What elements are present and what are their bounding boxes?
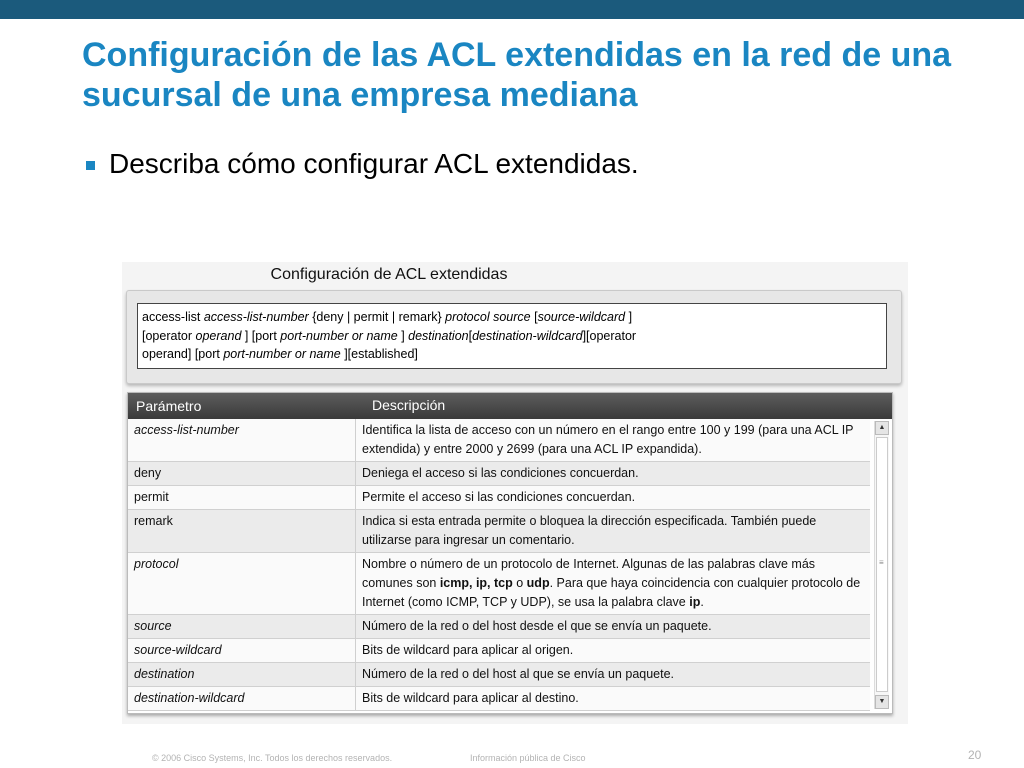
param-cell: deny: [128, 462, 356, 485]
description-segment: .: [700, 595, 704, 609]
syntax-line-2: [142, 327, 886, 346]
param-cell: source: [128, 615, 356, 638]
syntax-panel: [126, 290, 902, 384]
description-segment: Nombre o número de un protocolo de Internet. Algunas de las palabras clave más comunes son: [362, 557, 816, 590]
param-cell: protocol: [128, 553, 356, 614]
square-bullet-icon: [86, 161, 95, 170]
syntax-line-1: [142, 308, 886, 327]
description-cell: [356, 510, 870, 552]
table-row: [128, 639, 870, 663]
table-row: [128, 663, 870, 687]
description-segment: Permite el acceso si las condiciones concuerdan.: [362, 490, 636, 504]
scrollbar[interactable]: [874, 421, 889, 709]
description-cell: [356, 419, 870, 461]
table-row: [128, 462, 870, 486]
syntax-segment: port-number or name: [223, 347, 341, 361]
description-segment: Deniega el acceso si las condiciones concuerdan.: [362, 466, 639, 480]
param-cell: destination: [128, 663, 356, 686]
scroll-down-icon[interactable]: ▼: [875, 695, 889, 709]
syntax-segment: {deny | permit | remark}: [308, 310, 446, 324]
description-segment: Identifica la lista de acceso con un número en el rango entre 100 y 199 (para una ACL IP extendida) y entre 2000 y 2699 (para una ACL IP expandida).: [362, 423, 854, 456]
description-segment: Indica si esta entrada permite o bloquea la dirección especificada. También puede utilizarse para ingresar un comentario.: [362, 514, 817, 547]
description-segment: icmp, ip, tcp: [439, 576, 513, 590]
syntax-segment: port-number or name: [280, 328, 398, 343]
syntax-segment: access-list-number: [203, 310, 309, 324]
syntax-segment: operand] [port: [142, 347, 224, 361]
description-segment: o: [512, 576, 527, 590]
param-cell: permit: [128, 486, 356, 509]
acl-figure: [122, 262, 908, 724]
param-cell: access-list-number: [128, 419, 356, 461]
syntax-segment: source-wildcard: [537, 310, 626, 324]
syntax-segment: operand: [195, 328, 242, 343]
description-segment: . Para que haya coincidencia con cualquier protocolo de Internet (como ICMP, TCP y UDP), se usa la palabra clave: [362, 576, 861, 609]
syntax-segment: protocol source: [445, 310, 531, 324]
syntax-segment: [: [468, 328, 473, 343]
syntax-segment: [: [530, 310, 538, 324]
table-body: [128, 419, 870, 711]
syntax-box: [137, 303, 887, 369]
description-segment: Número de la red o del host al que se envía un paquete.: [362, 667, 675, 681]
table-row: [128, 419, 870, 462]
bullet-item: [86, 148, 639, 180]
header-parametro: Parámetro: [136, 398, 202, 414]
description-cell: [356, 553, 870, 614]
figure-title: Configuración de ACL extendidas: [270, 266, 508, 283]
description-cell: [356, 639, 870, 662]
syntax-segment: access-list: [142, 310, 204, 324]
syntax-line-3: [142, 345, 886, 364]
table-row: [128, 486, 870, 510]
header-descripcion: Descripción: [372, 397, 446, 413]
syntax-segment: ][established]: [340, 347, 418, 361]
description-segment: Bits de wildcard para aplicar al destino.: [362, 691, 579, 705]
footer-classification: Información pública de Cisco: [470, 753, 586, 763]
syntax-segment: destination: [408, 328, 469, 343]
description-segment: udp: [526, 576, 550, 590]
bullet-text: Describa cómo configurar ACL extendidas.: [109, 148, 639, 179]
syntax-segment: ] [port: [241, 328, 281, 343]
syntax-segment: ][operator: [582, 328, 637, 343]
syntax-segment: [operator: [142, 328, 196, 343]
description-segment: Número de la red o del host desde el que se envía un paquete.: [362, 619, 712, 633]
description-segment: ip: [689, 595, 701, 609]
param-cell: source-wildcard: [128, 639, 356, 662]
description-cell: [356, 687, 870, 710]
description-cell: [356, 615, 870, 638]
param-cell: remark: [128, 510, 356, 552]
table-row: [128, 687, 870, 711]
parameter-table: [127, 392, 893, 714]
table-header: [128, 393, 892, 419]
table-row: [128, 553, 870, 615]
param-cell: destination-wildcard: [128, 687, 356, 710]
page-number: 20: [968, 748, 982, 762]
table-row: [128, 510, 870, 553]
footer-copyright: © 2006 Cisco Systems, Inc. Todos los derechos reservados.: [152, 753, 393, 763]
syntax-segment: ]: [397, 328, 409, 343]
description-segment: Bits de wildcard para aplicar al origen.: [362, 643, 574, 657]
grip-icon: ≡: [879, 558, 884, 567]
table-row: [128, 615, 870, 639]
top-bar: [0, 0, 1024, 19]
description-cell: [356, 663, 870, 686]
description-cell: [356, 462, 870, 485]
scroll-thumb[interactable]: [876, 437, 888, 692]
syntax-segment: ]: [625, 310, 633, 324]
scroll-up-icon[interactable]: ▲: [875, 421, 889, 435]
description-cell: [356, 486, 870, 509]
syntax-segment: destination-wildcard: [472, 328, 583, 343]
slide-title: Configuración de las ACL extendidas en la red de una sucursal de una empresa mediana: [82, 36, 952, 114]
